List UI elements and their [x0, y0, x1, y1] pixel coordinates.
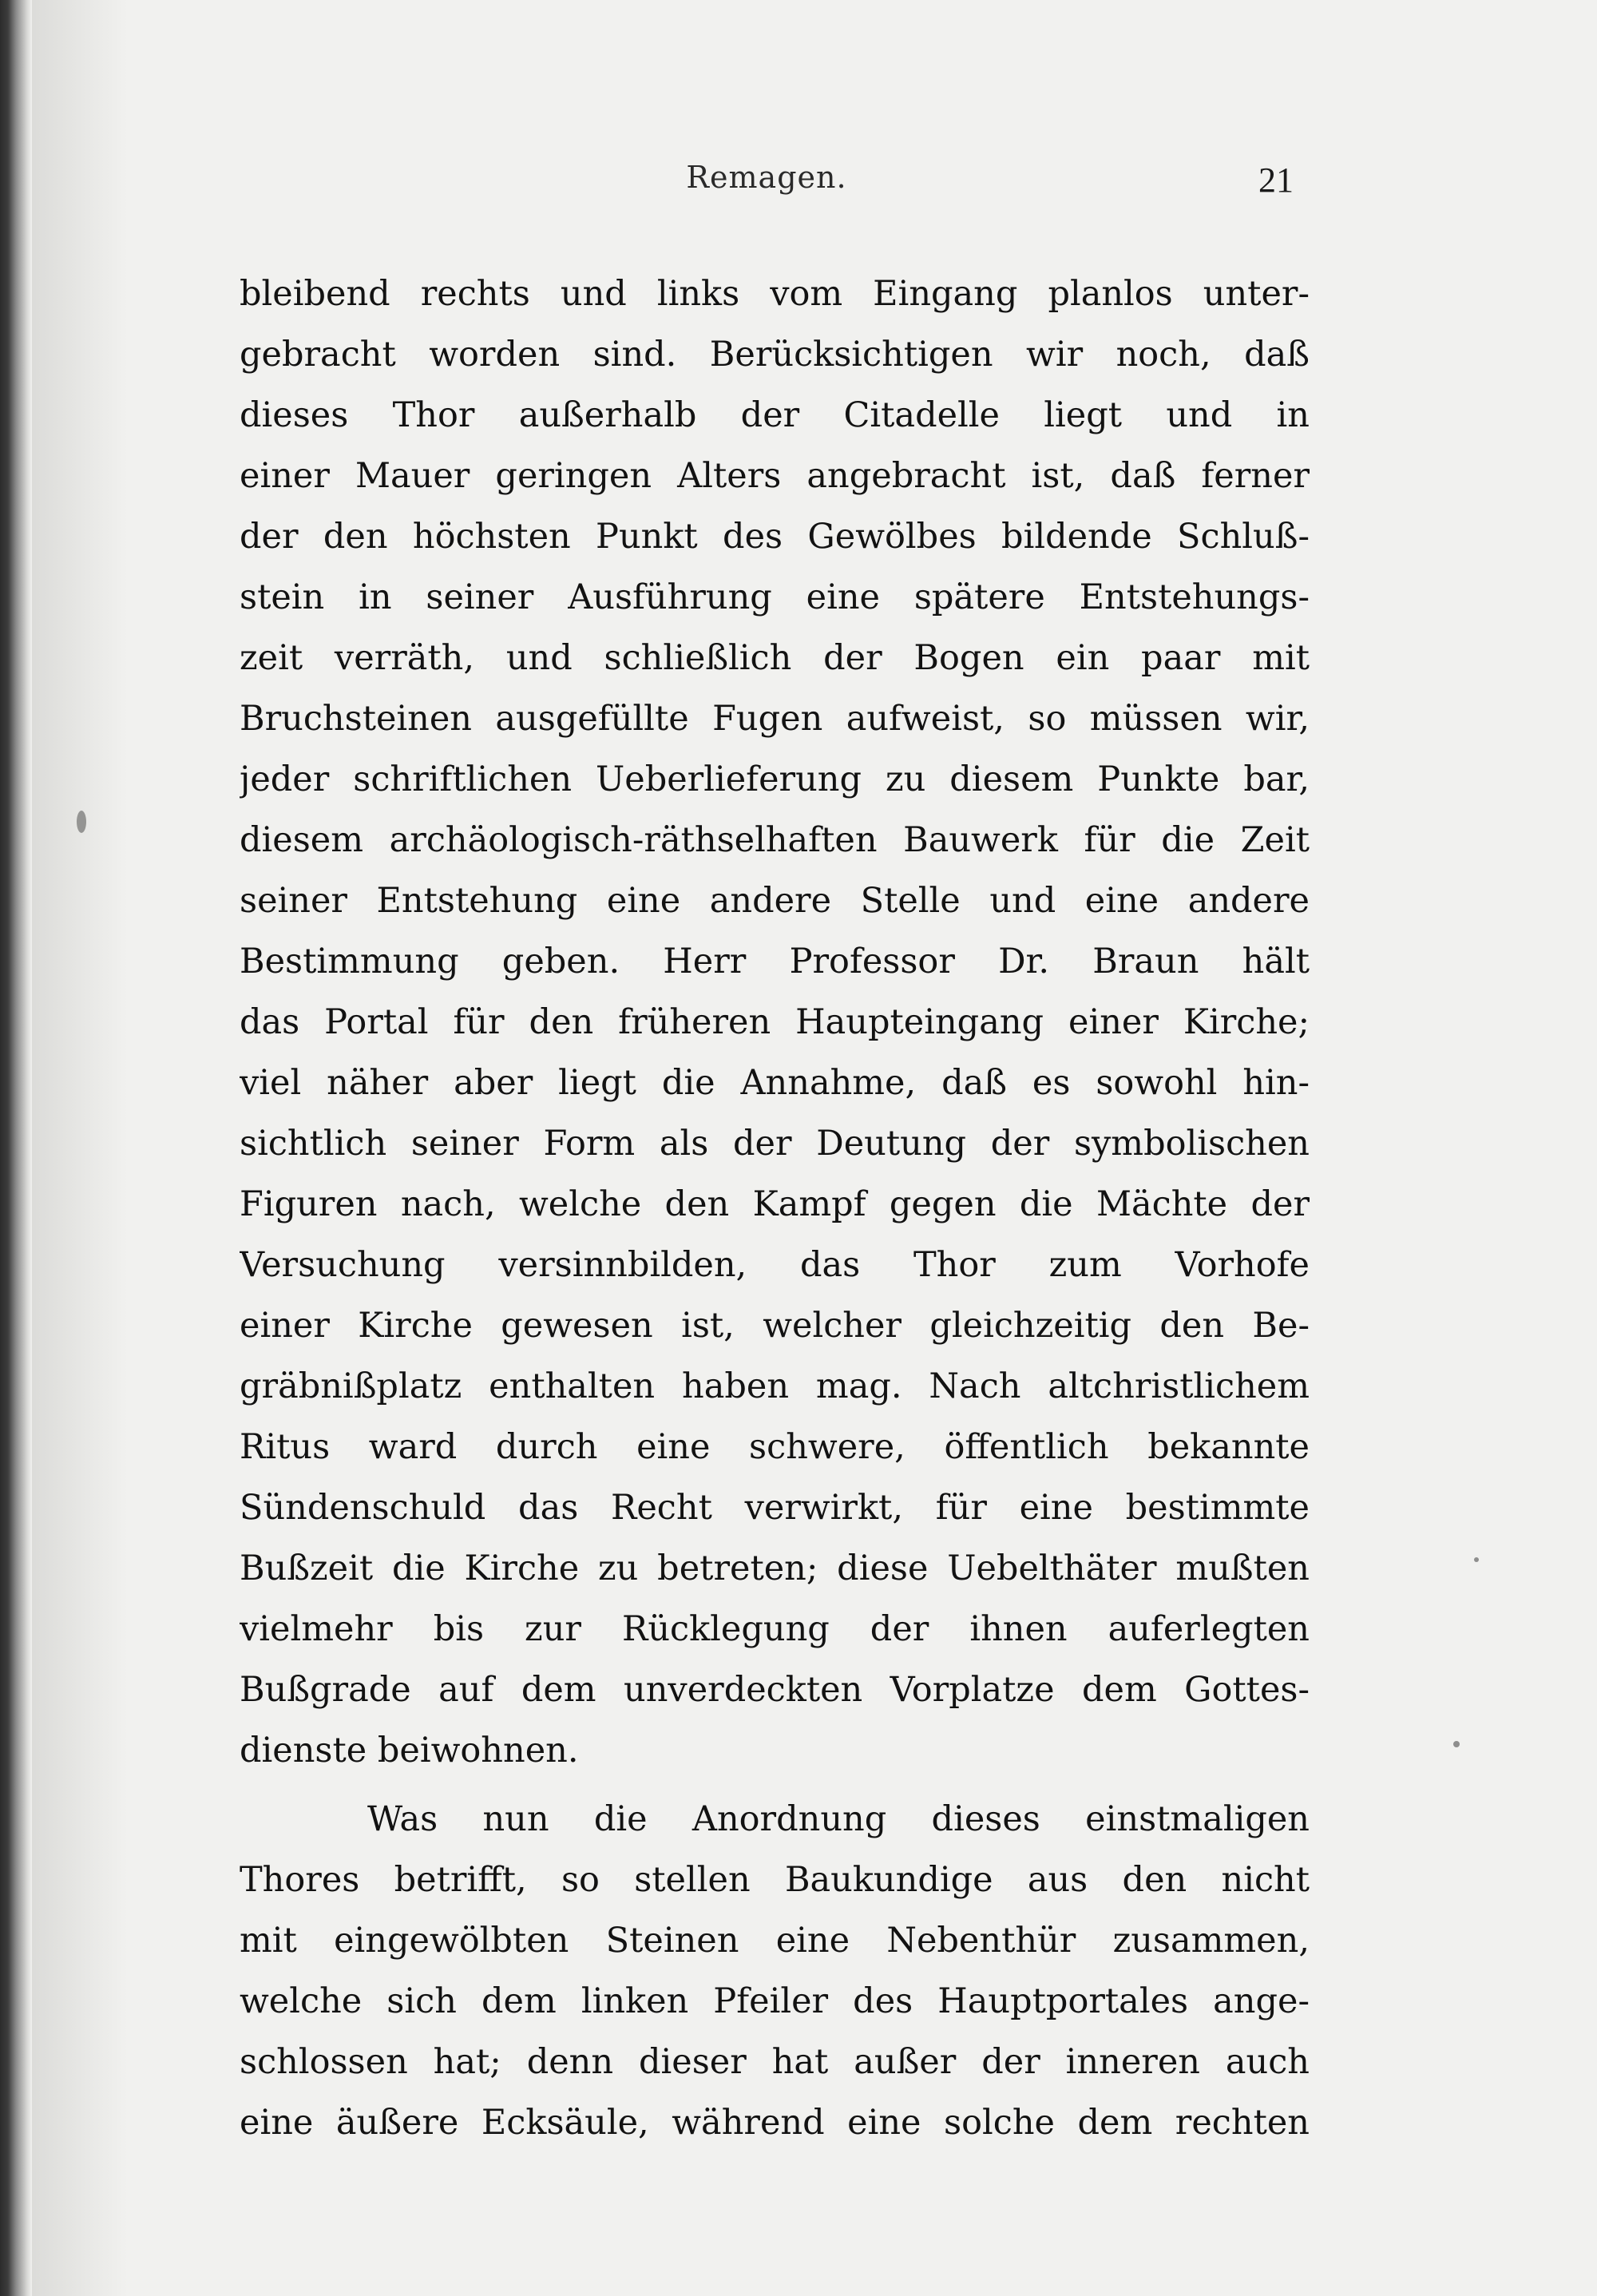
text-line: stein in seiner Ausführung eine spätere Entstehungs-: [240, 577, 1310, 617]
ink-spot: [1453, 1741, 1460, 1747]
text-line: Figuren nach, welche den Kampf gegen die Mächte der: [240, 1184, 1310, 1224]
text-line: das Portal für den früheren Haupteingang einer Kirche;: [240, 1002, 1310, 1042]
text-line: Was nun die Anordnung dieses einstmaligen: [367, 1799, 1310, 1839]
text-line: mit eingewölbten Steinen eine Nebenthür zusammen,: [240, 1921, 1310, 1961]
text-line: zeit verräth, und schließlich der Bogen ein paar mit: [240, 638, 1310, 678]
text-line: Bußgrade auf dem unverdeckten Vorplatze dem Gottes-: [240, 1670, 1310, 1710]
page-number: 21: [1258, 161, 1294, 200]
body-text: [240, 264, 1310, 2153]
ink-spot: [1474, 1557, 1479, 1562]
text-line: seiner Entstehung eine andere Stelle und eine andere: [240, 881, 1310, 921]
text-line: gräbnißplatz enthalten haben mag. Nach altchristlichem: [240, 1366, 1310, 1406]
running-title: Remagen.: [686, 160, 847, 195]
text-line: dienste beiwohnen.: [240, 1731, 579, 1771]
text-line: sichtlich seiner Form als der Deutung der symbolischen: [240, 1124, 1310, 1164]
text-line: jeder schriftlichen Ueberlieferung zu diesem Punkte bar,: [240, 759, 1310, 799]
text-line: schlossen hat; denn dieser hat außer der inneren auch: [240, 2042, 1310, 2082]
text-line: der den höchsten Punkt des Gewölbes bildende Schluß-: [240, 517, 1310, 557]
text-line: Ritus ward durch eine schwere, öffentlich bekannte: [240, 1427, 1310, 1467]
paragraph-gap: [240, 1781, 1310, 1789]
text-line: diesem archäologisch-räthselhaften Bauwerk für die Zeit: [240, 820, 1310, 860]
text-line: Bruchsteinen ausgefüllte Fugen aufweist, so müssen wir,: [240, 699, 1310, 739]
text-line: Bußzeit die Kirche zu betreten; diese Uebelthäter mußten: [240, 1549, 1310, 1588]
text-line: eine äußere Ecksäule, während eine solche dem rechten: [240, 2103, 1310, 2143]
text-line: viel näher aber liegt die Annahme, daß es sowohl hin-: [240, 1063, 1310, 1103]
text-line: Thores betrifft, so stellen Baukundige aus den nicht: [240, 1860, 1310, 1900]
ink-spot: [77, 811, 86, 833]
text-line: Sündenschuld das Recht verwirkt, für eine bestimmte: [240, 1488, 1310, 1528]
paragraph: [240, 264, 1310, 1781]
text-line: gebracht worden sind. Berücksichtigen wir noch, daß: [240, 335, 1310, 375]
text-line: Bestimmung geben. Herr Professor Dr. Braun hält: [240, 942, 1310, 981]
text-line: einer Kirche gewesen ist, welcher gleichzeitig den Be-: [240, 1306, 1310, 1346]
text-line: einer Mauer geringen Alters angebracht ist, daß ferner: [240, 456, 1310, 496]
text-line: vielmehr bis zur Rücklegung der ihnen auferlegten: [240, 1609, 1310, 1649]
text-line: dieses Thor außerhalb der Citadelle liegt und in: [240, 395, 1310, 435]
text-line: welche sich dem linken Pfeiler des Hauptportales ange-: [240, 1981, 1310, 2021]
page-header: [240, 160, 1294, 216]
paragraph: [240, 1789, 1310, 2153]
text-line: Versuchung versinnbilden, das Thor zum Vorhofe: [240, 1245, 1310, 1285]
text-line: bleibend rechts und links vom Eingang planlos unter-: [240, 274, 1310, 314]
